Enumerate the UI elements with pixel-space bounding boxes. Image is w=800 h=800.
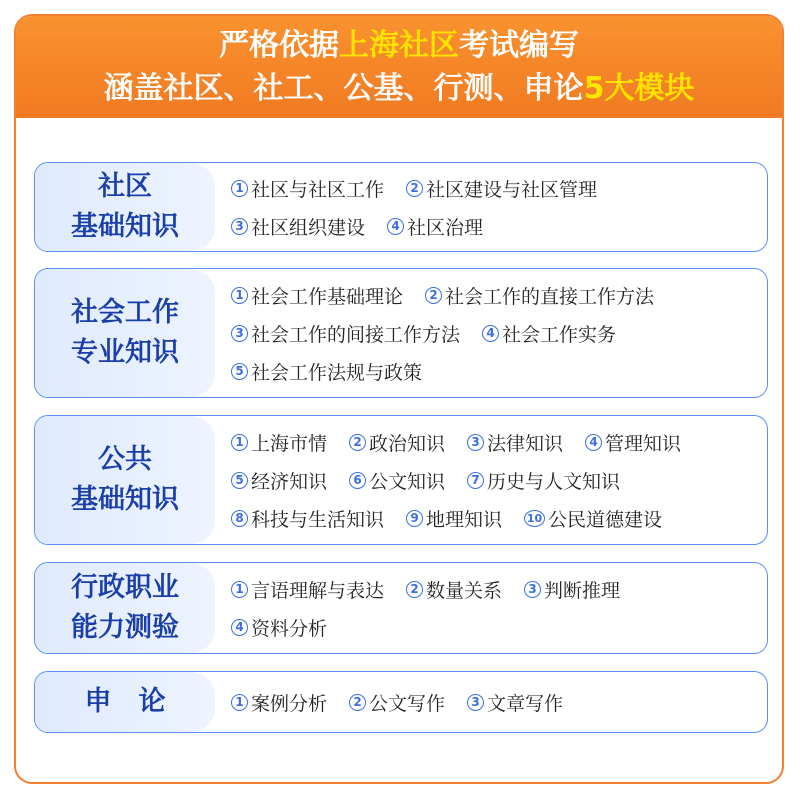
- circled-number-icon: 1: [231, 434, 248, 451]
- circled-number-icon: 7: [467, 472, 484, 489]
- module-topics: [231, 672, 759, 732]
- topic-label: 数量关系: [426, 579, 503, 602]
- module-title-line: 能力测验: [71, 612, 179, 643]
- circled-number-icon: 4: [231, 619, 248, 636]
- topic-label: 法律知识: [487, 432, 564, 455]
- topic-item: [387, 213, 483, 240]
- module-topics: [231, 163, 759, 251]
- module-title-line: 行政职业: [71, 572, 179, 603]
- topic-row: [231, 169, 759, 207]
- topic-label: 社会工作的间接工作方法: [251, 323, 461, 346]
- topic-label: 社会工作的直接工作方法: [445, 285, 655, 308]
- topic-item: [231, 358, 422, 385]
- circled-number-icon: 1: [231, 694, 248, 711]
- topic-label: 科技与生活知识: [251, 508, 385, 531]
- topic-label: 管理知识: [605, 432, 682, 455]
- module-card: [34, 562, 768, 654]
- topic-item: [231, 282, 403, 309]
- topic-label: 经济知识: [251, 470, 328, 493]
- module-card: [34, 268, 768, 398]
- topic-label: 政治知识: [369, 432, 446, 455]
- topic-label: 上海市情: [251, 432, 328, 455]
- topic-row: [231, 314, 759, 352]
- module-title: [35, 672, 215, 732]
- topic-label: 资料分析: [251, 617, 328, 640]
- circled-number-icon: 3: [231, 218, 248, 235]
- banner-line-1-pre: 严格依据: [219, 28, 339, 63]
- topic-row: [231, 207, 759, 245]
- module-title: [35, 163, 215, 251]
- banner-line-2: [16, 70, 782, 108]
- topic-label: 地理知识: [426, 508, 503, 531]
- topic-item: [585, 429, 681, 456]
- topic-label: 社会工作法规与政策: [251, 361, 423, 384]
- module-title-line: 专业知识: [71, 337, 179, 368]
- banner-line-2-pre: 涵盖社区、社工、公基、行测、申论: [103, 71, 584, 106]
- topic-label: 公文写作: [369, 692, 446, 715]
- topic-label: 社会工作基础理论: [251, 285, 404, 308]
- module-title: [35, 563, 215, 653]
- circled-number-icon: 6: [349, 472, 366, 489]
- module-title-line: 社区: [98, 171, 152, 202]
- circled-number-icon: 2: [349, 434, 366, 451]
- topic-item: [231, 576, 384, 603]
- circled-number-icon: 10: [524, 510, 545, 527]
- module-title-line: 基础知识: [71, 484, 179, 515]
- topic-item: [467, 429, 563, 456]
- module-card: [34, 162, 768, 252]
- topic-item: [349, 429, 445, 456]
- topic-label: 公民道德建设: [548, 508, 663, 531]
- topic-label: 社区建设与社区管理: [426, 178, 598, 201]
- topic-row: [231, 683, 759, 721]
- topic-label: 公文知识: [369, 470, 446, 493]
- topic-item: [231, 175, 384, 202]
- circled-number-icon: 3: [467, 694, 484, 711]
- circled-number-icon: 3: [467, 434, 484, 451]
- topic-row: [231, 570, 759, 608]
- topic-label: 社区与社区工作: [251, 178, 385, 201]
- circled-number-icon: 2: [349, 694, 366, 711]
- topic-item: [349, 467, 445, 494]
- module-card: [34, 415, 768, 545]
- circled-number-icon: 4: [482, 325, 499, 342]
- topic-item: [231, 429, 327, 456]
- topic-item: [406, 175, 597, 202]
- topic-item: [482, 320, 616, 347]
- topic-row: [231, 276, 759, 314]
- circled-number-icon: 5: [231, 363, 248, 380]
- topic-item: [524, 576, 620, 603]
- circled-number-icon: 2: [425, 287, 442, 304]
- topic-label: 社区治理: [407, 216, 484, 239]
- module-topics: [231, 563, 759, 653]
- circled-number-icon: 2: [406, 180, 423, 197]
- circled-number-icon: 1: [231, 581, 248, 598]
- topic-label: 判断推理: [544, 579, 621, 602]
- topic-row: [231, 423, 759, 461]
- module-title-line: 公共: [98, 444, 152, 475]
- topic-row: [231, 608, 759, 646]
- topic-item: [467, 689, 563, 716]
- circled-number-icon: 2: [406, 581, 423, 598]
- topic-item: [467, 467, 620, 494]
- banner-line-1: [16, 27, 782, 65]
- circled-number-icon: 1: [231, 180, 248, 197]
- banner-line-1-post: 考试编写: [459, 28, 579, 63]
- circled-number-icon: 5: [231, 472, 248, 489]
- topic-label: 社会工作实务: [502, 323, 617, 346]
- module-topics: [231, 416, 759, 544]
- header-banner: [16, 16, 782, 118]
- topic-item: [231, 213, 365, 240]
- circled-number-icon: 3: [231, 325, 248, 342]
- circled-number-icon: 3: [524, 581, 541, 598]
- circled-number-icon: 4: [585, 434, 602, 451]
- topic-item: [231, 320, 460, 347]
- topic-label: 案例分析: [251, 692, 328, 715]
- topic-item: [406, 576, 502, 603]
- topic-row: [231, 352, 759, 390]
- topic-item: [231, 505, 384, 532]
- topic-row: [231, 499, 759, 537]
- module-title-line: 基础知识: [71, 211, 179, 242]
- module-title-line: 申 论: [84, 686, 166, 717]
- topic-item: [425, 282, 654, 309]
- topic-item: [524, 505, 662, 532]
- topic-label: 文章写作: [487, 692, 564, 715]
- topic-item: [231, 614, 327, 641]
- topic-row: [231, 461, 759, 499]
- topic-label: 社区组织建设: [251, 216, 366, 239]
- module-topics: [231, 269, 759, 397]
- topic-item: [231, 467, 327, 494]
- topic-label: 历史与人文知识: [487, 470, 621, 493]
- module-title-line: 社会工作: [71, 297, 179, 328]
- circled-number-icon: 8: [231, 510, 248, 527]
- topic-label: 言语理解与表达: [251, 579, 385, 602]
- topic-item: [406, 505, 502, 532]
- banner-line-2-highlight: 5大模块: [583, 71, 695, 106]
- circled-number-icon: 1: [231, 287, 248, 304]
- module-title: [35, 269, 215, 397]
- banner-line-1-highlight: 上海社区: [339, 28, 459, 63]
- topic-item: [349, 689, 445, 716]
- topic-item: [231, 689, 327, 716]
- poster-frame: [14, 14, 784, 784]
- module-card: [34, 671, 768, 733]
- circled-number-icon: 9: [406, 510, 423, 527]
- module-title: [35, 416, 215, 544]
- circled-number-icon: 4: [387, 218, 404, 235]
